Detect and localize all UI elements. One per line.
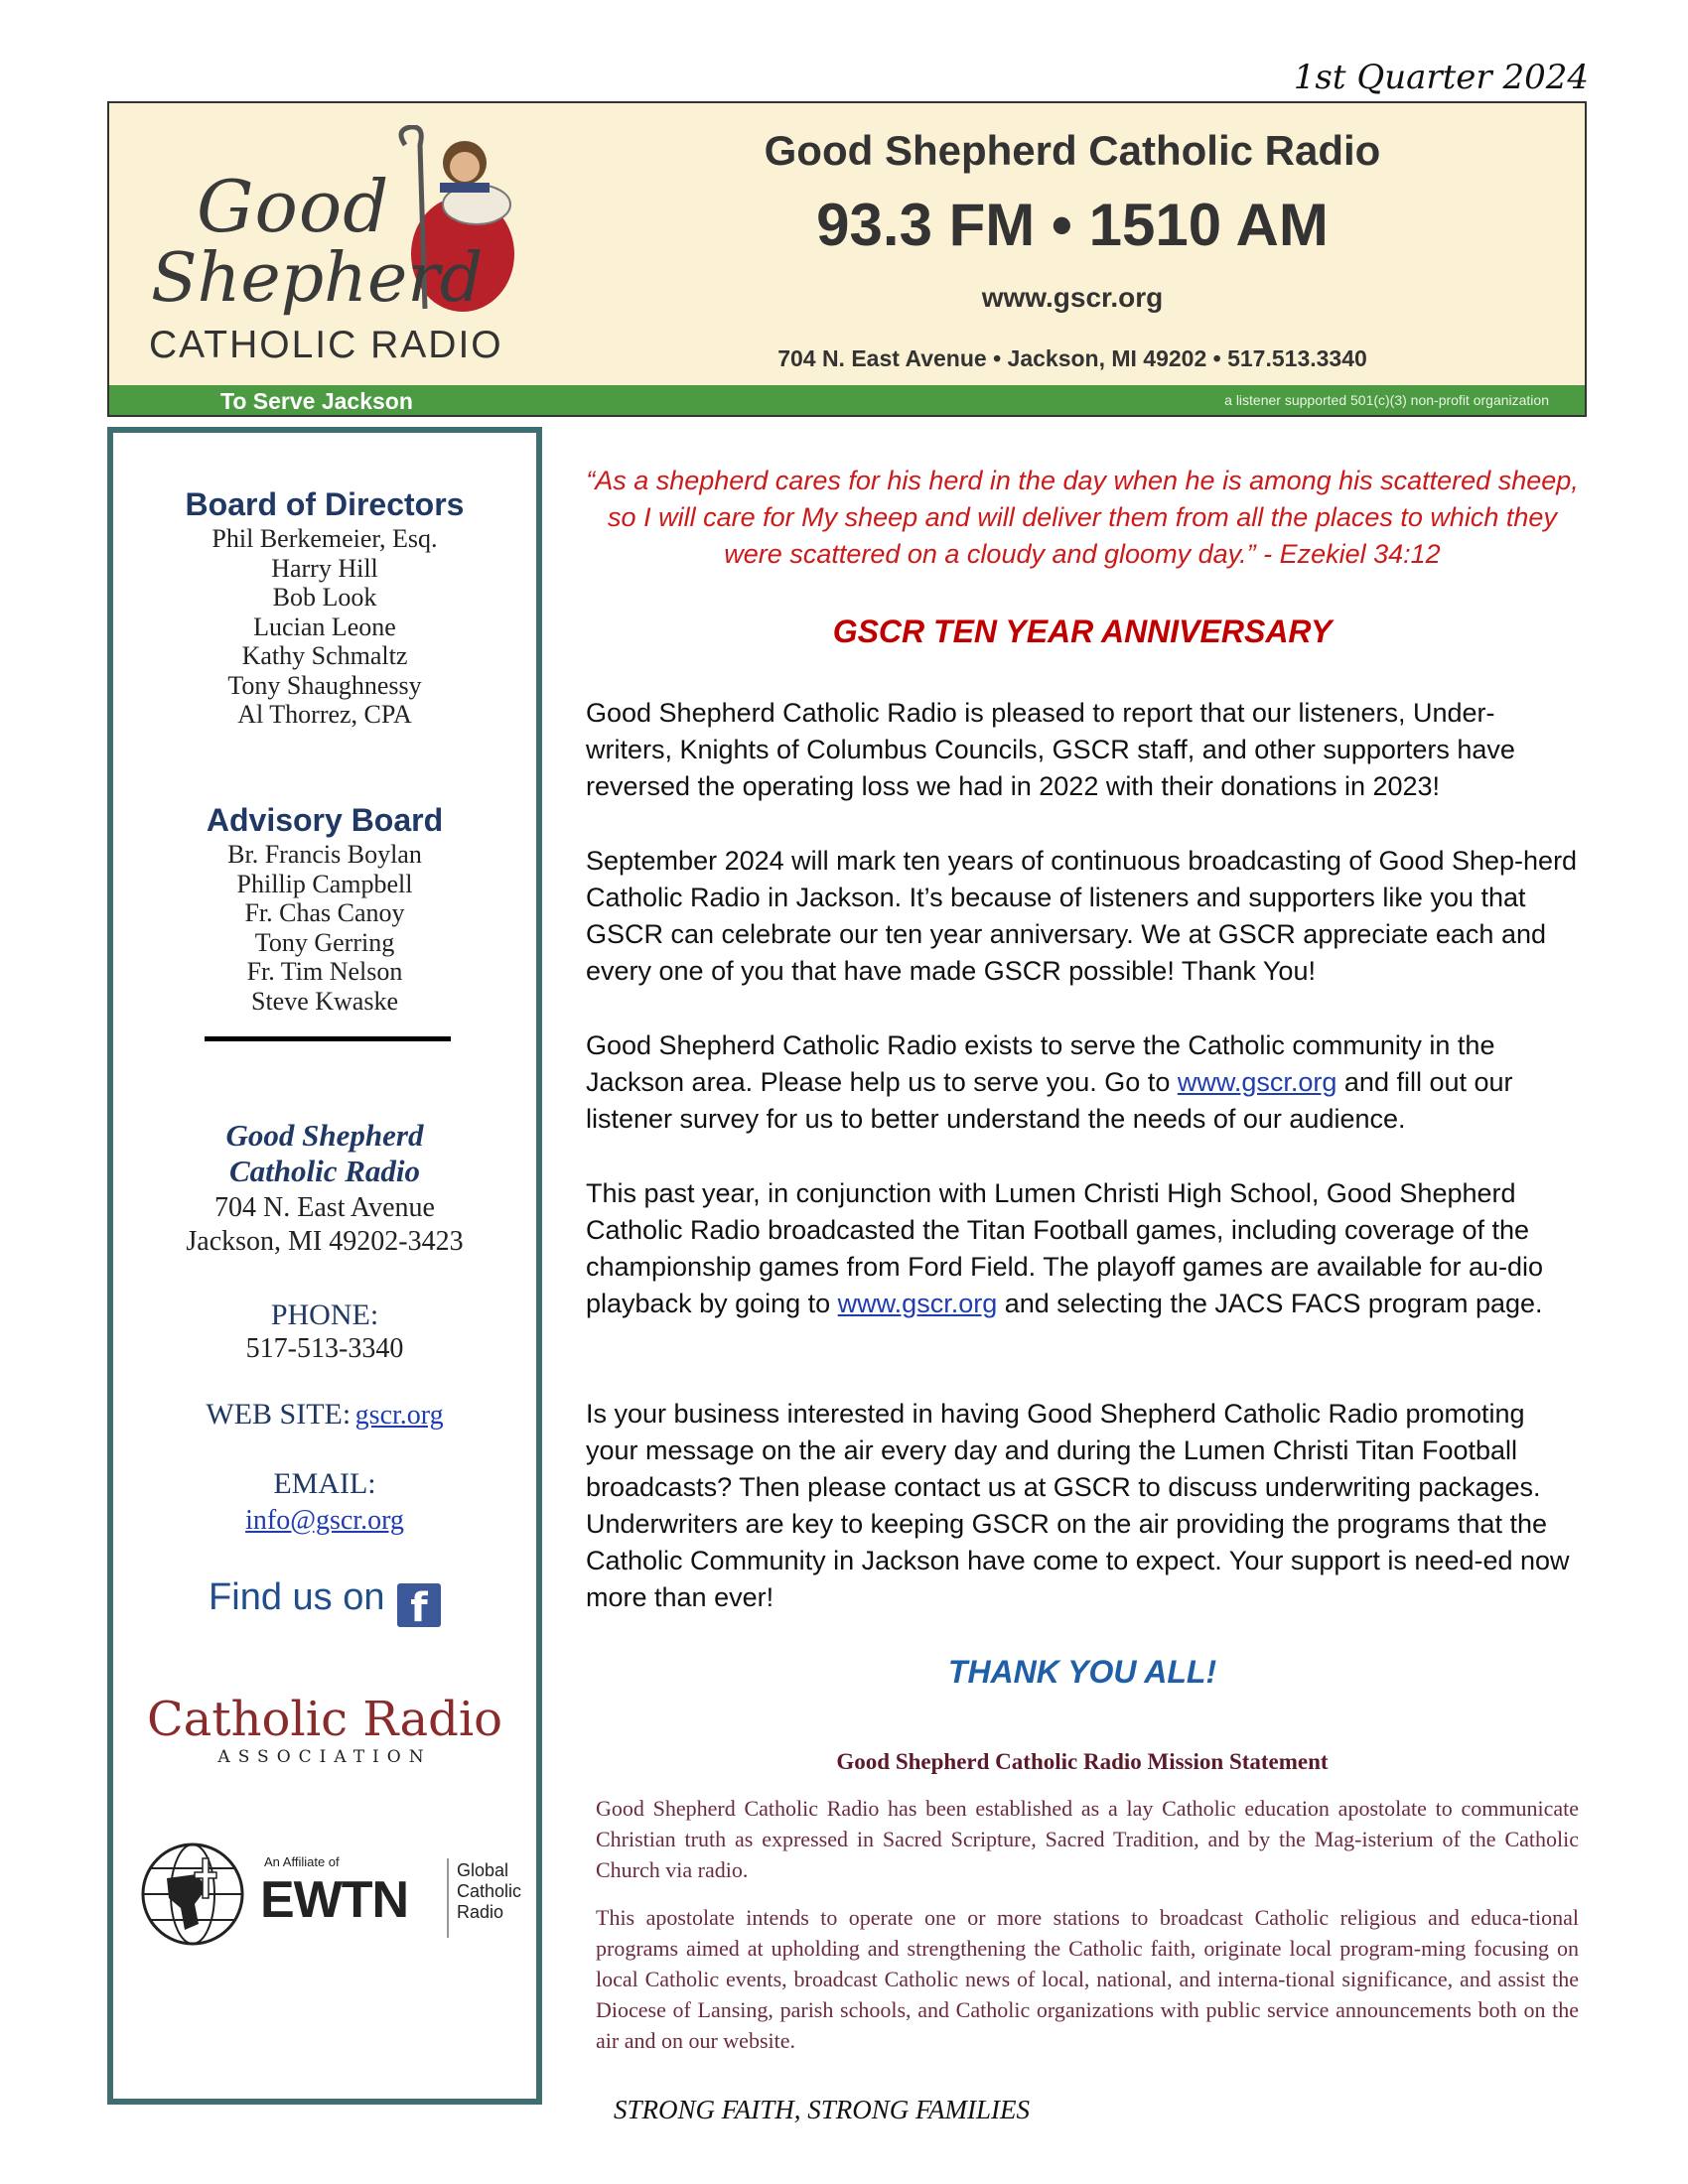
paragraph-4-text: and selecting the JACS FACS program page. — [997, 1289, 1543, 1318]
advisory-member: Fr. Chas Canoy — [244, 898, 405, 927]
ewtn-affiliate-label: An Affiliate of — [264, 1854, 340, 1869]
email-row — [113, 1505, 536, 1537]
paragraph-4 — [586, 1175, 1579, 1322]
board-member: Bob Look — [272, 583, 377, 612]
band-nonprofit-note: a listener supported 501(c)(3) non-profit organization — [1224, 392, 1549, 408]
advisory-member: Tony Gerring — [254, 927, 395, 957]
website-row — [113, 1398, 536, 1432]
gscr-link[interactable]: www.gscr.org — [1177, 1067, 1337, 1097]
logo-word-catholic-radio: CATHOLIC RADIO — [149, 324, 503, 366]
ewtn-wordmark: EWTN — [260, 1871, 409, 1929]
ewtn-divider — [447, 1858, 449, 1938]
org-name — [113, 1118, 536, 1189]
station-frequencies: 93.3 FM • 1510 AM — [816, 192, 1329, 258]
catholic-radio-association-logo — [113, 1692, 536, 1767]
email-link[interactable]: info@gscr.org — [245, 1505, 404, 1536]
quarter-label: 1st Quarter 2024 — [1293, 58, 1589, 97]
board-member: Kathy Schmaltz — [241, 641, 408, 670]
advisory-member: Phillip Campbell — [236, 869, 413, 898]
masthead-band — [109, 385, 1585, 415]
station-address: 704 N. East Avenue • Jackson, MI 49202 • 517.513.3340 — [777, 345, 1367, 371]
board-list — [113, 524, 536, 730]
paragraph-3-text: Good Shepherd Catholic Radio exists to serve the Catholic community in the Jackson area. Please help us to serve you. Go to — [586, 1030, 1495, 1097]
advisory-member: Steve Kwaske — [250, 986, 398, 1016]
paragraph-3 — [586, 1027, 1579, 1138]
scripture-quote: “As a shepherd cares for his herd in the day when he is among his scattered sheep, so I will care for My sheep and will deliver them from all the places to which they were scattered on a cloudy and gloomy day.” - Ezekiel 34:12 — [586, 466, 1579, 569]
paragraph-5: Is your business interested in having Good Shepherd Catholic Radio promoting your message on the air every day and during the Lumen Christi Titan Football broadcasts? Then please contact us at GSCR to discuss underwriting packages. Underwriters are key to keeping GSCR on the air providing the programs that the Catholic Community in Jackson have come to expect. Your support is need-ed now more than ever! — [586, 1399, 1570, 1612]
website-label: WEB SITE: — [206, 1398, 352, 1431]
board-member: Al Thorrez, CPA — [237, 700, 412, 729]
find-us-label: Find us on — [209, 1576, 385, 1618]
ewtn-logo — [137, 1839, 534, 1958]
ewtn-global-catholic-radio — [457, 1860, 521, 1923]
board-heading: Board of Directors — [185, 486, 465, 522]
board-member: Phil Berkemeier, Esq. — [211, 524, 438, 553]
cra-subtitle: ASSOCIATION — [217, 1747, 432, 1767]
email-label: EMAIL: — [273, 1467, 376, 1500]
band-slogan: To Serve Jackson — [220, 388, 413, 414]
cra-title: Catholic Radio — [146, 1692, 503, 1747]
board-member: Tony Shaughnessy — [227, 670, 422, 700]
mission-statement-title: Good Shepherd Catholic Radio Mission Statement — [836, 1749, 1329, 1774]
org-address — [113, 1191, 536, 1259]
paragraph-1: Good Shepherd Catholic Radio is pleased to report that our listeners, Under-writers, Knights of Columbus Councils, GSCR staff, and other supporters have reversed the operating loss we had in 2022 with their donations in 2023! — [586, 698, 1515, 801]
facebook-icon[interactable]: f — [397, 1583, 441, 1627]
board-member: Lucian Leone — [253, 612, 396, 641]
paragraph-4-text: This past year, in conjunction with Lumen Christi High School, Good Shepherd Catholic Radio broadcasted the Titan Football games, including coverage of the championship games from Ford Field. The playoff games are available for au-dio playback by going to — [586, 1178, 1543, 1318]
station-website[interactable]: www.gscr.org — [981, 282, 1164, 313]
gscr-link[interactable]: www.gscr.org — [837, 1289, 998, 1318]
mission-paragraph-2: This apostolate intends to operate one or more stations to broadcast Catholic religious and educa-tional programs aimed at upholding and strengthening the Catholic faith, originate local program-ming focusing on local Catholic events, broadcast Catholic news of local, national, and interna-tional significance, and assist the Diocese of Lansing, parish schools, and Catholic organizations with public service announcements both on the air and on our website. — [596, 1905, 1579, 2053]
globe-icon — [137, 1839, 248, 1950]
board-member: Harry Hill — [271, 553, 378, 583]
masthead — [107, 101, 1587, 417]
sidebar-divider — [205, 1036, 451, 1041]
ewtn-global-line: Radio — [457, 1902, 504, 1922]
paragraph-2: September 2024 will mark ten years of continuous broadcasting of Good Shep-herd Catholic Radio in Jackson. It’s because of listeners and supporters like you that GSCR can celebrate our ten year anniversary. We at GSCR appreciate each and every one of you that have made GSCR possible! Thank You! — [586, 846, 1578, 986]
logo-word-good: Good — [197, 165, 390, 248]
logo-word-shepherd: Shepherd — [151, 239, 484, 318]
advisory-member: Fr. Tim Nelson — [246, 957, 403, 986]
paragraph-3-text: and fill out our listener survey for us to better understand the needs of our audience. — [586, 1067, 1513, 1134]
thank-you-heading: THANK YOU ALL! — [947, 1654, 1217, 1690]
station-logo — [137, 125, 594, 373]
website-link[interactable]: gscr.org — [354, 1400, 444, 1431]
advisory-heading: Advisory Board — [206, 802, 444, 838]
phone-label: PHONE: — [270, 1298, 379, 1331]
org-name-line: Good Shepherd — [225, 1118, 424, 1153]
footer-tagline: STRONG FAITH, STRONG FAMILIES — [614, 2095, 1031, 2124]
address-line: 704 N. East Avenue — [214, 1192, 435, 1223]
facebook-row[interactable] — [113, 1576, 536, 1631]
station-title: Good Shepherd Catholic Radio — [764, 127, 1381, 174]
sidebar — [107, 427, 542, 2105]
mission-paragraph-1: Good Shepherd Catholic Radio has been established as a lay Catholic education apostolate to communicate Christian truth as expressed in Sacred Scripture, Sacred Tradition, and by the Mag-isterium of the Catholic Church via radio. — [596, 1796, 1579, 1882]
address-line: Jackson, MI 49202-3423 — [186, 1226, 464, 1257]
ewtn-global-line: Catholic — [457, 1881, 522, 1901]
phone-number: 517-513-3340 — [245, 1333, 404, 1364]
ewtn-global-line: Global — [457, 1860, 509, 1880]
advisory-list — [113, 840, 536, 1016]
advisory-member: Br. Francis Boylan — [227, 840, 422, 869]
article-headline: GSCR TEN YEAR ANNIVERSARY — [832, 614, 1333, 649]
org-name-line: Catholic Radio — [228, 1154, 421, 1188]
